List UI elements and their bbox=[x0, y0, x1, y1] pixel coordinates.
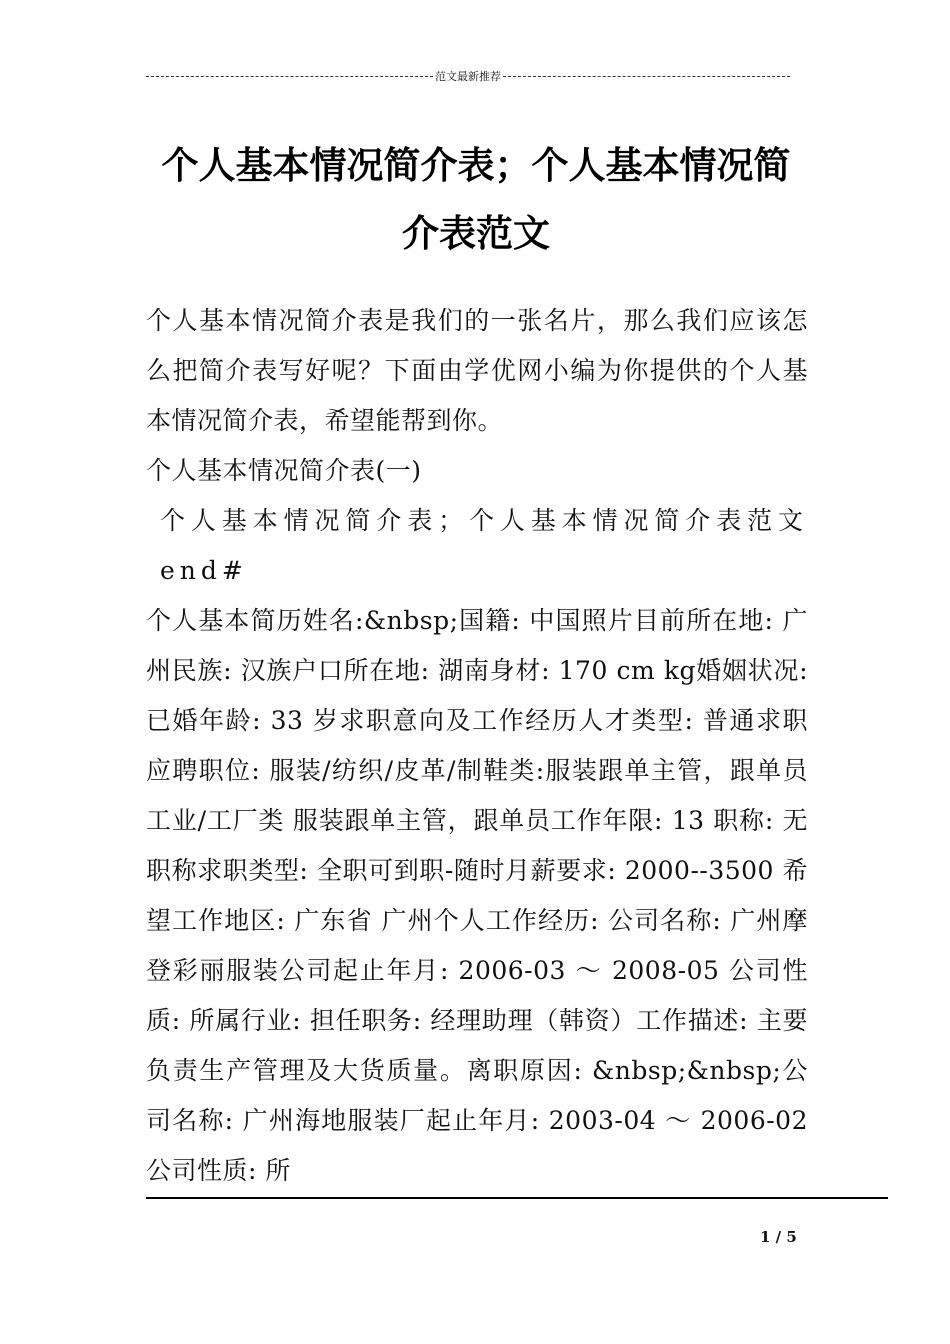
header-dash-right bbox=[503, 76, 790, 77]
document-body bbox=[146, 296, 808, 1196]
document-title: 个人基本情况简介表；个人基本情况简介表范文 bbox=[161, 144, 791, 255]
resume-paragraph: 个人基本简历姓名:&nbsp;国籍: 中国照片目前所在地: 广州民族: 汉族户口所在地: 湖南身材: 170 cm kg婚姻状况: 已婚年龄: 33 岁求职意向及工作经历人才类型: 普通求职应聘职位: 服装/纺织/皮革/制鞋类:服装跟单主管，跟单员 工业/工厂类 服装跟单主管，跟单员工作年限: 13 职称: 无职称求职类型: 全职可到职-随时月薪要求: 2000--3500 希望工作地区: 广东省 广州个人工作经历: 公司名称: 广州摩登彩丽服装公司起止年月: 2006-03 ～ 2008-05 公司性质: 所属行业: 担任职务: 经理助理（韩资）工作描述: 主要负责生产管理及大货质量。离职原因: &nbsp;&nbsp;公司名称: 广州海地服装厂起止年月: 2003-04 ～ 2006-02 公司性质: 所 bbox=[146, 606, 808, 1185]
section-heading: 个人基本情况简介表(一) bbox=[146, 456, 422, 485]
intro-paragraph: 个人基本情况简介表是我们的一张名片，那么我们应该怎么把简介表写好呢？下面由学优网小编为你提供的个人基本情况简介表，希望能帮到你。 bbox=[146, 306, 808, 435]
header-label: 范文最新推荐 bbox=[435, 70, 501, 83]
subtitle-paragraph: 个人基本情况简介表；个人基本情况简介表范文end# bbox=[160, 506, 808, 585]
header-dash-left bbox=[146, 76, 433, 77]
footer-rule bbox=[146, 1197, 888, 1199]
page-number: 1 / 5 bbox=[760, 1228, 797, 1246]
page-header bbox=[146, 68, 790, 84]
